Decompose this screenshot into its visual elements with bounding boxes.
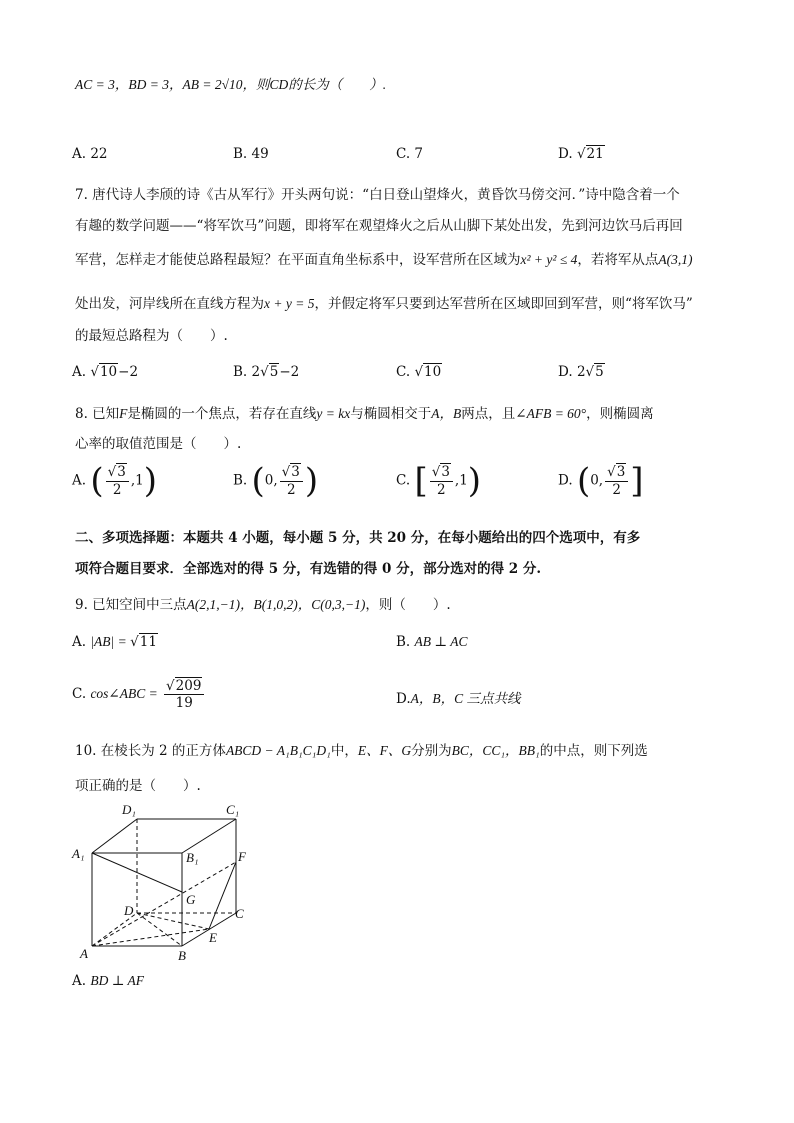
q10-text-b: 分别为: [411, 743, 452, 759]
q8-text-c: 两点，且: [461, 406, 516, 422]
sqrt-symbol: √: [260, 364, 269, 380]
q8-points-ab: A，B: [431, 406, 462, 421]
label-a1: A₁: [72, 846, 85, 861]
q7-point-a: A(3,1): [658, 252, 693, 267]
q8-option-b: B. (0, $\frac{√3}{2}$ ): [233, 461, 319, 501]
q7-option-c-radicand: 10: [424, 364, 442, 380]
left-bracket: [: [414, 461, 428, 501]
q7-line-3-mid: ，若将军从点: [577, 252, 659, 268]
q9-stem: [75, 593, 451, 613]
right-paren: ): [143, 461, 157, 501]
q7-option-a-label: A.: [72, 364, 87, 380]
q6-option-c: C. 7: [396, 146, 424, 162]
label-f: F: [238, 849, 246, 864]
label-e: E: [209, 930, 217, 945]
sqrt-symbol: √: [130, 634, 139, 650]
q8-focus-f: F: [119, 406, 128, 421]
q8-option-c-label: C.: [396, 472, 411, 489]
sqrt-symbol: √: [414, 364, 424, 380]
q6-option-b: B. 49: [233, 146, 269, 162]
label-b1: B₁: [186, 850, 199, 865]
q7-option-b-tail: −2: [279, 364, 300, 380]
q9-option-c-label: C.: [72, 686, 87, 703]
q9-option-c: [72, 678, 206, 711]
q7-option-d-coef: 2: [576, 364, 586, 380]
q9-option-d: [396, 687, 521, 707]
q8-option-d: D. (0, $\frac{√3}{2}$ ]: [558, 461, 644, 501]
q10-prefix: 10. 在棱长为 2 的正方体: [75, 743, 226, 759]
q6-condition-text: AC = 3，BD = 3，AB = 2√10，则CD的长为（ ）.: [75, 77, 387, 92]
q7-region-inequality: x² + y² ≤ 4: [520, 252, 578, 267]
left-paren: (: [90, 461, 104, 501]
left-paren: (: [576, 461, 591, 501]
q6-option-d-radicand: 21: [586, 146, 604, 162]
lower-bound: 0: [590, 472, 599, 489]
q9-prefix: 9. 已知空间中三点: [75, 597, 187, 613]
sqrt-symbol: √: [576, 146, 586, 162]
q10-line-1: [75, 739, 648, 759]
label-d1: D₁: [122, 802, 136, 817]
radicand: 3: [441, 464, 450, 481]
fraction: $\frac{√209}{19}$: [164, 678, 204, 711]
q9-option-c-math: cos∠ABC =: [90, 686, 158, 702]
q9-option-b: [396, 634, 467, 650]
right-paren: ): [467, 461, 482, 501]
q10-text-c: 的中点，则下列选: [539, 743, 648, 759]
upper-bound: 1: [135, 472, 144, 489]
cube-figure: [60, 798, 270, 970]
label-a: A: [80, 946, 88, 961]
q9-option-a-math: |AB| =: [90, 634, 131, 649]
q8-line-1: [75, 402, 654, 422]
q7-option-b-radicand: 5: [269, 364, 279, 380]
q8-line-equation: y = kx: [316, 406, 351, 421]
q8-option-d-label: D.: [558, 472, 573, 489]
fraction: $\frac{√3}{2}$: [106, 464, 129, 497]
q7-option-c: [396, 364, 442, 380]
q9-option-a-label: A.: [72, 634, 87, 650]
q7-line-5: 的最短总路程为（ ）.: [75, 328, 228, 344]
sqrt-symbol: √: [585, 364, 595, 380]
fraction: $\frac{√3}{2}$: [280, 464, 303, 497]
q8-text-a: 是椭圆的一个焦点，若存在直线: [127, 406, 317, 422]
q8-option-a-label: A.: [72, 472, 87, 489]
q7-river-equation: x + y = 5: [264, 296, 315, 311]
denominator: 2: [612, 481, 621, 498]
q10-edges: BC，CC₁，BB₁: [451, 743, 540, 758]
fraction: $\frac{√3}{2}$: [605, 464, 628, 497]
q7-option-d: [558, 364, 605, 380]
q9-option-d-label: D.: [396, 691, 411, 707]
q6-option-a: A. 22: [72, 146, 108, 162]
upper-bound: 1: [459, 472, 468, 489]
q10-points: E、F、G: [357, 743, 412, 758]
q9-option-b-label: B.: [396, 634, 411, 650]
left-paren: (: [251, 461, 265, 501]
q7-option-a-tail: −2: [118, 364, 139, 380]
q8-angle: ∠AFB = 60°: [515, 406, 587, 421]
q10-line-2: 项正确的是（ ）.: [75, 778, 201, 794]
q10-cube: ABCD − A₁B₁C₁D₁: [225, 743, 331, 758]
q8-option-c: C. [ $\frac{√3}{2}$ ,1): [396, 461, 482, 501]
denominator: 2: [437, 481, 446, 498]
q6-option-d: [558, 146, 605, 162]
sqrt-symbol: √: [90, 364, 99, 380]
q10-option-a: [72, 973, 144, 989]
fraction: $\frac{√3}{2}$: [430, 464, 453, 497]
label-b: B: [178, 948, 186, 963]
q7-option-a: [72, 364, 138, 380]
q7-line-3: [75, 248, 692, 268]
numerator-radicand: 209: [175, 678, 202, 694]
right-paren: ): [304, 461, 319, 501]
q8-option-b-label: B.: [233, 472, 248, 489]
q7-option-b-coef: 2: [251, 364, 261, 380]
q9-option-d-text: A，B，C 三点共线: [410, 691, 521, 706]
q8-text-b: 与椭圆相交于: [350, 406, 432, 422]
q7-option-d-radicand: 5: [595, 364, 604, 380]
q8-option-a: A. ( $\frac{√3}{2}$ ,1): [72, 461, 157, 501]
q7-option-d-label: D.: [558, 364, 573, 380]
q7-line-4: [75, 292, 693, 312]
q7-option-a-radicand: 10: [99, 364, 118, 380]
q8-text-d: ，则椭圆离: [586, 406, 654, 422]
q9-option-b-math: AB ⊥ AC: [414, 634, 468, 649]
radicand: 3: [291, 464, 300, 481]
q6-condition-line: [75, 73, 386, 93]
q7-line-3-prefix: 军营，怎样走才能使总路程最短？在平面直角坐标系中，设军营所在区域为: [75, 252, 521, 268]
label-d: D: [124, 903, 134, 918]
section-2-heading-line-2: 项符合题目要求．全部选对的得 5 分，有选错的得 0 分，部分选对的得 2 分.: [75, 561, 542, 577]
label-c1: C₁: [226, 802, 240, 817]
q7-line-2: 有趣的数学问题——“将军饮马”问题，即将军在观望烽火之后从山脚下某处出发，先到河边饮马后再回: [75, 218, 683, 234]
q9-option-a-radicand: 11: [139, 634, 157, 650]
q10-option-a-label: A.: [72, 973, 87, 989]
q10-mid: 中，: [330, 743, 358, 759]
q6-option-d-label: D.: [558, 146, 573, 162]
label-c: C: [235, 906, 244, 921]
q7-option-b-label: B.: [233, 364, 248, 380]
q8-prefix: 8. 已知: [75, 406, 120, 422]
q9-points: A(2,1,−1)，B(1,0,2)，C(0,3,−1): [186, 597, 366, 612]
q9-option-a: [72, 634, 158, 650]
right-bracket: ]: [630, 461, 644, 501]
denominator: 2: [286, 481, 296, 498]
q10-option-a-math: BD ⊥ AF: [90, 973, 145, 988]
q7-line-1: 7. 唐代诗人李颀的诗《古从军行》开头两句说：“白日登山望烽火，黄昏饮马傍交河．”诗中隐含着一个: [75, 187, 680, 203]
denominator: 19: [175, 695, 193, 712]
q8-line-2: 心率的取值范围是（ ）.: [75, 436, 242, 452]
q7-option-c-label: C.: [396, 364, 411, 380]
denominator: 2: [112, 481, 122, 498]
q7-option-b: [233, 364, 299, 380]
q7-line-4-suffix: ，并假定将军只要到达军营所在区域即回到军营，则“将军饮马”: [314, 296, 693, 312]
section-2-heading-line-1: 二、多项选择题：本题共 4 小题，每小题 5 分，共 20 分，在每小题给出的四个选项中，有多: [75, 530, 641, 546]
radicand: 3: [616, 464, 626, 481]
radicand: 3: [117, 464, 126, 481]
label-g: G: [186, 892, 196, 907]
lower-bound: 0: [264, 472, 274, 489]
q9-suffix: ，则（ ）.: [365, 597, 451, 613]
q7-line-4-prefix: 处出发，河岸线所在直线方程为: [75, 296, 264, 312]
